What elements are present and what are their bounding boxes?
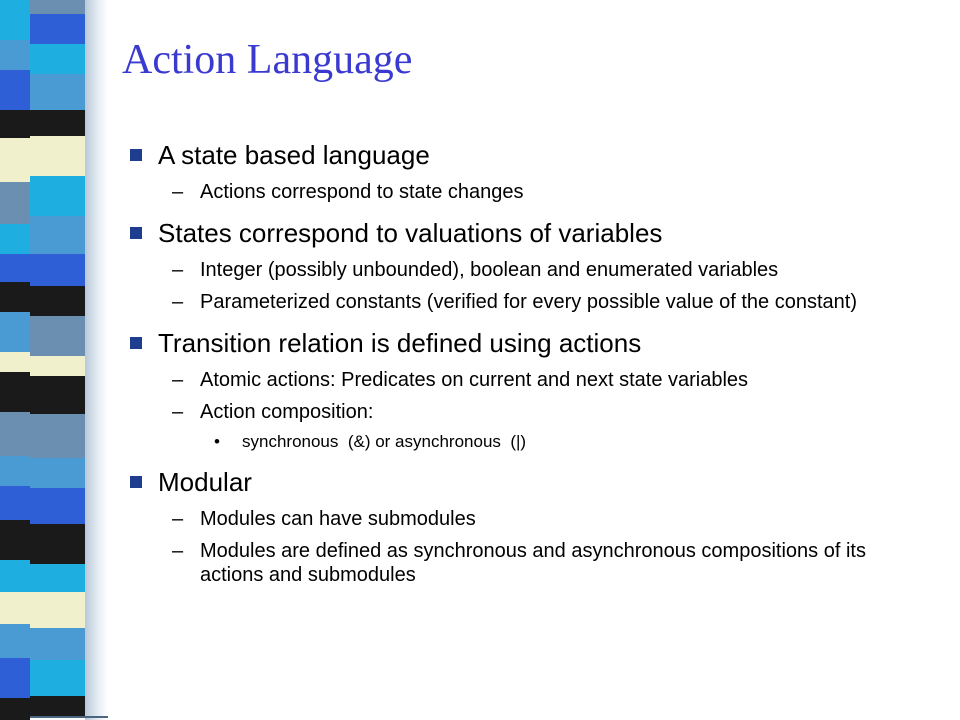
dash-bullet: –	[172, 259, 184, 281]
sub-bullet-item	[128, 507, 928, 531]
stripe-segment	[30, 110, 85, 136]
dash-bullet: –	[172, 401, 184, 423]
stripe-segment	[30, 0, 85, 14]
stripe-segment	[30, 696, 85, 716]
stripe-segment	[30, 592, 85, 628]
sub-bullet-text: Integer (possibly unbounded), boolean and enumerated variables	[200, 259, 779, 281]
sub-bullet-item	[128, 368, 928, 392]
square-bullet-icon	[130, 476, 142, 488]
sub-bullet-item	[128, 290, 928, 314]
stripe-segment	[0, 312, 30, 352]
stripe-segment	[30, 316, 85, 356]
bullet-item	[128, 465, 928, 499]
stripe-segment	[30, 524, 85, 564]
bullet-text: Modular	[158, 467, 252, 497]
square-bullet-icon	[130, 337, 142, 349]
bullet-item	[128, 326, 928, 360]
sub-sub-bullet-item	[128, 431, 928, 453]
stripe-segment	[0, 70, 30, 110]
stripe-segment	[30, 216, 85, 254]
stripe-segment	[0, 372, 30, 412]
stripe-segment	[30, 44, 85, 74]
sub-bullet-item	[128, 180, 928, 204]
sub-bullet-text: Actions correspond to state changes	[200, 181, 524, 203]
decorative-stripe	[0, 0, 108, 720]
stripe-segment	[30, 660, 85, 696]
dash-bullet: –	[172, 369, 184, 391]
stripe-segment	[0, 224, 30, 254]
sub-bullet-item	[128, 400, 928, 424]
dash-bullet: –	[172, 291, 184, 313]
stripe-segment	[0, 110, 30, 138]
stripe-segment	[30, 488, 85, 524]
square-bullet-icon	[130, 149, 142, 161]
sub-bullet-text: Parameterized constants (verified for every possible value of the constant)	[200, 291, 857, 313]
sub-bullet-text: Atomic actions: Predicates on current and next state variables	[200, 369, 749, 391]
sub-sub-bullet-text: synchronous (&) or asynchronous (|)	[242, 432, 527, 451]
stripe-segment	[0, 40, 30, 70]
stripe-segment	[0, 412, 30, 456]
stripe-segment	[0, 520, 30, 560]
stripe-segment	[0, 592, 30, 624]
stripe-segment	[0, 658, 30, 698]
stripe-segment	[30, 14, 85, 44]
stripe-segment	[0, 456, 30, 486]
stripe-segment	[30, 136, 85, 176]
stripe-segment	[0, 698, 30, 720]
stripe-segment	[0, 282, 30, 312]
stripe-segment	[30, 74, 85, 110]
stripe-rail	[85, 0, 108, 720]
stripe-segment	[0, 560, 30, 592]
square-bullet-icon	[130, 227, 142, 239]
stripe-segment	[0, 182, 30, 224]
stripe-segment	[0, 624, 30, 658]
stripe-segment	[0, 486, 30, 520]
stripe-segment	[30, 458, 85, 488]
stripe-segment	[30, 286, 85, 316]
dash-bullet: –	[172, 508, 184, 530]
stripe-segment	[30, 564, 85, 592]
bullet-text: Transition relation is defined using actions	[158, 328, 642, 358]
sub-bullet-item	[128, 258, 928, 282]
stripe-segment	[30, 628, 85, 660]
bullet-list	[128, 138, 928, 587]
stripe-segment	[0, 0, 30, 40]
dash-bullet: –	[172, 540, 184, 562]
stripe-bottom-line	[30, 716, 108, 718]
sub-bullet-text: Action composition:	[200, 401, 374, 423]
stripe-segment	[30, 176, 85, 216]
stripe-segment	[0, 254, 30, 282]
stripe-segment	[30, 376, 85, 414]
stripe-segment	[30, 356, 85, 376]
bullet-text: A state based language	[158, 140, 430, 170]
stripe-segment	[0, 138, 30, 182]
sub-bullet-item	[128, 539, 928, 587]
sub-bullet-text: Modules can have submodules	[200, 508, 476, 530]
stripe-segment	[30, 254, 85, 286]
stripe-segment	[0, 352, 30, 372]
slide-title: Action Language	[122, 37, 413, 83]
bullet-item	[128, 216, 928, 250]
bullet-item	[128, 138, 928, 172]
dot-bullet: •	[214, 432, 220, 451]
bullet-text: States correspond to valuations of variables	[158, 218, 663, 248]
dash-bullet: –	[172, 181, 184, 203]
sub-bullet-text: Modules are defined as synchronous and asynchronous compositions of its actions and submodules	[200, 540, 866, 586]
stripe-segment	[30, 414, 85, 458]
